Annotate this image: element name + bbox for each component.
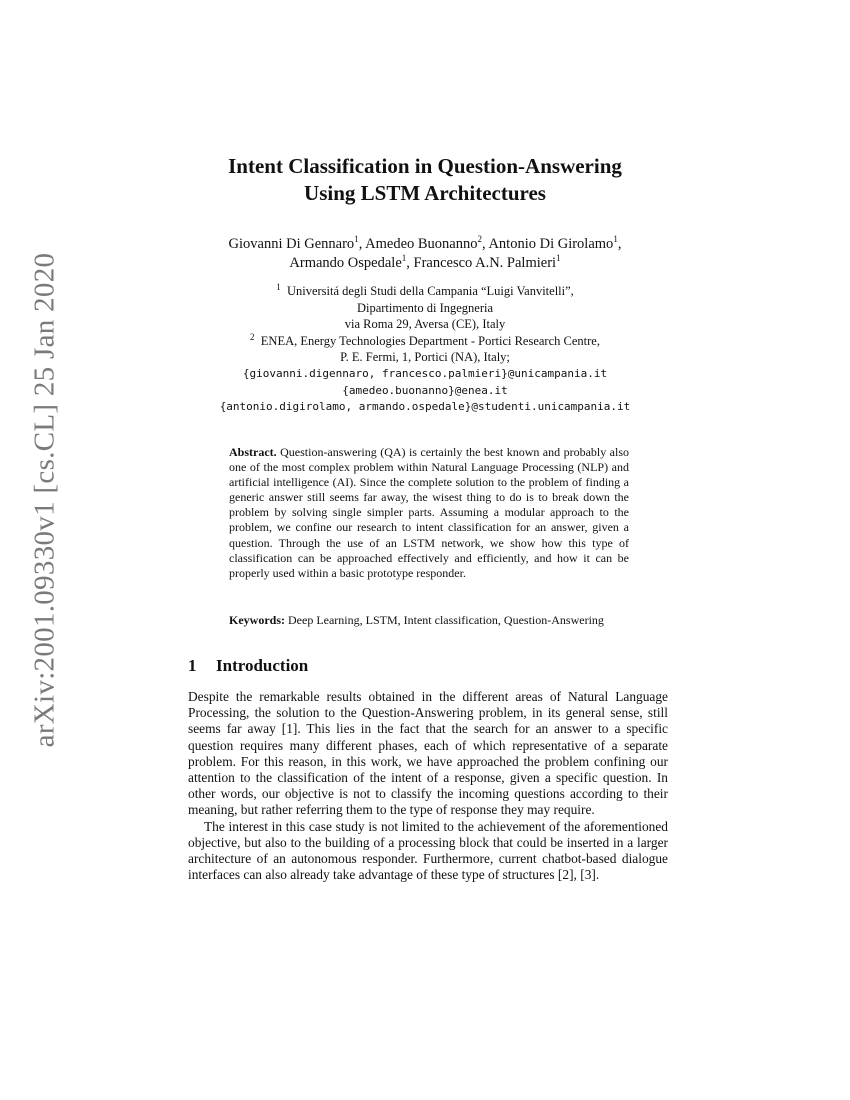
email-line: {amedeo.buonanno}@enea.it: [342, 383, 508, 397]
affiliation-line: via Roma 29, Aversa (CE), Italy: [344, 317, 506, 332]
paper-title: [150, 153, 700, 207]
affiliation-mark: 1: [354, 234, 359, 245]
keywords-label: Keywords:: [229, 613, 285, 627]
paragraph: Despite the remarkable results obtained in the different areas of Natural Language Processing, the solution to the Question-Answering problem, in its general sense, still seems far away [1]. This lies in the fact that the search for an answer to a specific question requires many different phases, each of which representative of a separate problem. For this reason, in this work, we have approached the problem confining our attention to the classification of the intent of a response, given a specific question. In other words, our objective is not to classify the incoming questions according to their meaning, but rather referring them to the type of response they may require.: [188, 689, 668, 818]
keywords: [229, 613, 669, 628]
affiliation-mark: 1: [276, 281, 281, 292]
affiliation-line: P. E. Fermi, 1, Portici (NA), Italy;: [340, 350, 510, 365]
abstract-text: Question-answering (QA) is certainly the best known and probably also one of the most complex problem within Natural Language Processing (NLP) and artificial intelligence (AI). Since the complete solution to the problem of finding a generic answer still seems far away, the wisest thing to do is to break down the problem by solving single simpler parts. Assuming a modular approach to the problem, we confine our research to intent classification for an answer, given a question. Through the use of an LSTM network, we show how this type of classification can be approached effectively and efficiently, and how it can be properly used within a basic prototype responder.: [229, 445, 630, 580]
affiliation-mark: 1: [401, 253, 407, 264]
arxiv-identifier: [20, 252, 70, 748]
affiliation-mark: 2: [250, 331, 255, 342]
keywords-text: Deep Learning, LSTM, Intent classification, Question-Answering: [288, 613, 604, 627]
author-name: Antonio Di Girolamo: [488, 236, 614, 252]
author-list: Giovanni Di Gennaro$^1$, Amedeo Buonanno$^2$, Antonio Di Girolamo$^1$, Armando Ospedale$^1$, Francesco A.N. Palmieri$^1$: [228, 234, 622, 271]
author-name: Armando Ospedale: [289, 255, 402, 271]
section-title: Introduction: [216, 656, 309, 675]
author-name: Giovanni Di Gennaro: [228, 236, 355, 252]
paragraph: The interest in this case study is not limited to the achievement of the aforementioned objective, but also to the building of a processing block that could be inserted in a larger architecture of an autonomous responder. Furthermore, current chatbot-based dialogue interfaces can also already take advantage of these type of structures [2], [3].: [188, 818, 668, 883]
affiliation-line: Dipartimento di Ingegneria: [356, 300, 494, 315]
affiliation-mark: 1: [556, 253, 561, 264]
author-name: Amedeo Buonanno: [365, 236, 478, 252]
abstract-label: Abstract.: [229, 445, 277, 459]
title-line-2: Using LSTM Architectures: [304, 181, 546, 205]
affiliation-mark: 1: [613, 234, 618, 245]
author-name: Francesco A.N. Palmieri: [413, 255, 557, 271]
body-text: [188, 689, 668, 883]
title-line-1: Intent Classification in Question-Answering: [228, 154, 622, 178]
section-heading: [188, 656, 308, 676]
abstract: [229, 445, 629, 581]
section-number: 1: [188, 656, 197, 675]
affiliation-line: Universitá degli Studi della Campania “Luigi Vanvitelli”,: [286, 284, 574, 298]
arxiv-identifier-text: arXiv:2001.09330v1 [cs.CL] 25 Jan 2020: [28, 252, 61, 748]
affiliation-line: ENEA, Energy Technologies Department - Portici Research Centre,: [260, 333, 600, 348]
email-line: {antonio.digirolamo, armando.ospedale}@studenti.unicampania.it: [219, 400, 631, 414]
affiliations: [150, 283, 700, 416]
email-line: {giovanni.digennaro, francesco.palmieri}@unicampania.it: [242, 366, 608, 380]
affiliation-mark: 2: [477, 234, 482, 245]
